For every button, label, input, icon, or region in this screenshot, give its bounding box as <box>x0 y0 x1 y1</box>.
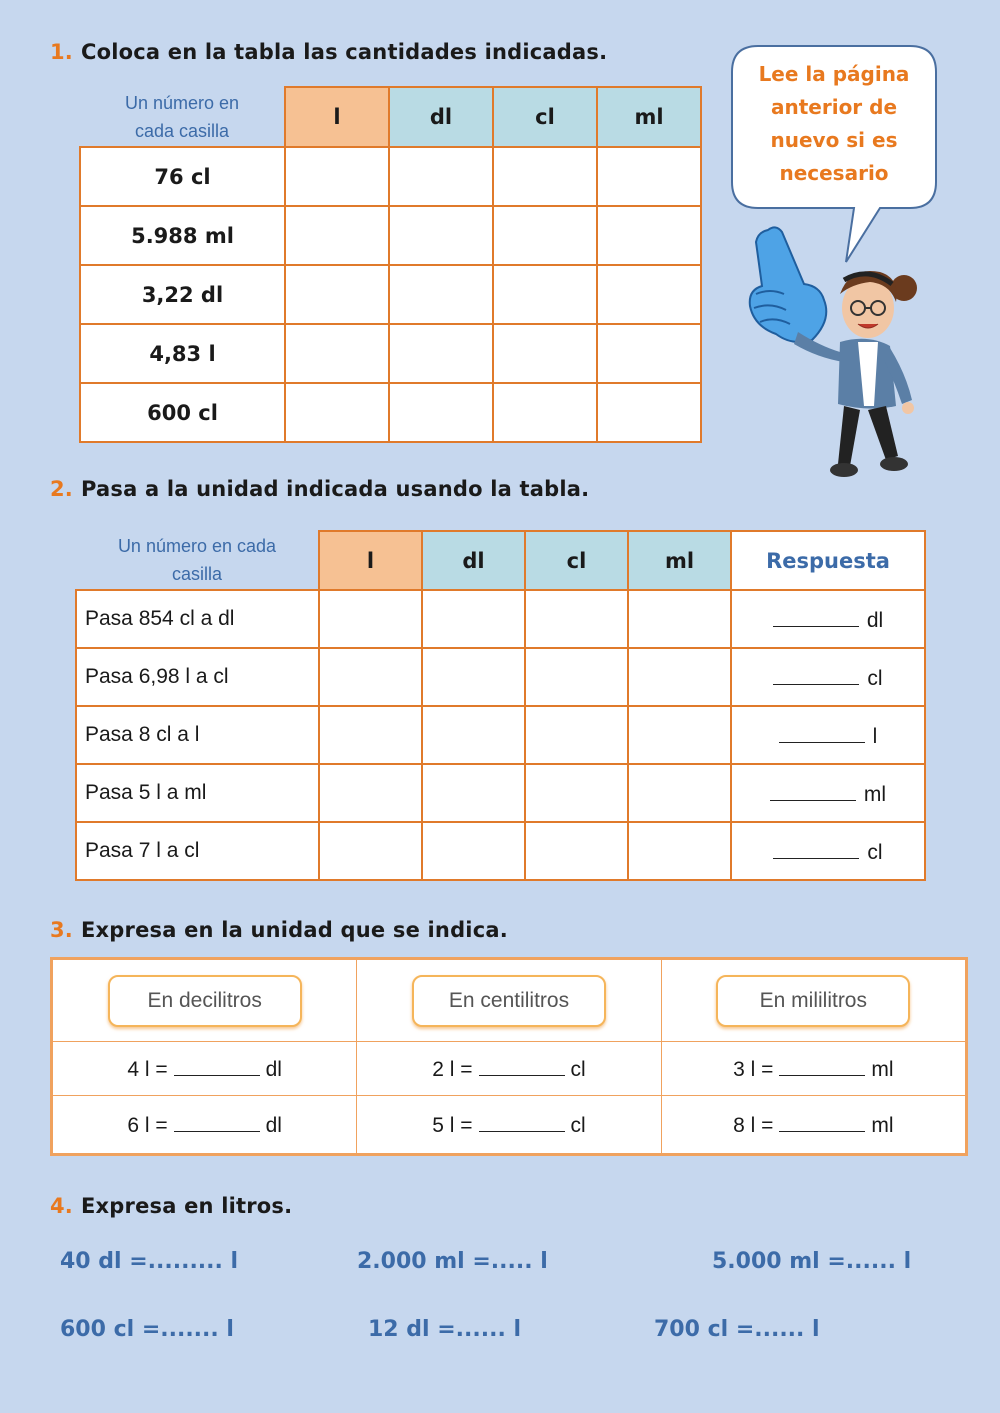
answer-cell <box>731 764 925 822</box>
header-cl: cl <box>493 87 597 147</box>
answer-blank[interactable] <box>779 722 865 743</box>
answer-unit: ml <box>863 782 887 806</box>
answer-blank[interactable] <box>174 1111 260 1132</box>
input-cell-l[interactable] <box>319 764 422 822</box>
table-row <box>76 764 925 822</box>
answer-cell <box>731 706 925 764</box>
input-cell-ml[interactable] <box>628 590 731 648</box>
section-title: Coloca en la tabla las cantidades indicadas. <box>81 40 608 64</box>
header-cl: cl <box>525 531 628 590</box>
exercise-cell <box>357 1042 661 1096</box>
table-row <box>76 822 925 880</box>
exercise-unit: ml <box>871 1058 894 1081</box>
section-number: 3. <box>50 918 73 942</box>
exercise-prefix: 8 l = <box>733 1114 774 1137</box>
table-row <box>76 706 925 764</box>
header-l: l <box>319 531 422 590</box>
input-cell-cl[interactable] <box>525 822 628 880</box>
input-cell-cl[interactable] <box>493 324 597 383</box>
input-cell-ml[interactable] <box>628 706 731 764</box>
row-label: Pasa 6,98 l a cl <box>76 648 319 706</box>
bubble-line: necesario <box>779 161 889 185</box>
input-cell-ml[interactable] <box>597 383 701 442</box>
answer-cell <box>731 822 925 880</box>
input-cell-ml[interactable] <box>628 764 731 822</box>
table-place-values <box>79 86 702 443</box>
table-row <box>80 147 701 206</box>
input-cell-dl[interactable] <box>422 590 525 648</box>
input-cell-dl[interactable] <box>422 706 525 764</box>
exercise-cell <box>357 1096 661 1154</box>
header-ml: ml <box>628 531 731 590</box>
exercise-prefix: 2 l = <box>432 1058 473 1081</box>
section-title: Pasa a la unidad indicada usando la tabla. <box>81 477 590 501</box>
input-cell-dl[interactable] <box>389 206 493 265</box>
input-cell-dl[interactable] <box>389 147 493 206</box>
input-cell-cl[interactable] <box>525 764 628 822</box>
litros-exercise-item[interactable]: 700 cl =...... l <box>654 1317 820 1342</box>
answer-blank[interactable] <box>479 1111 565 1132</box>
table-conversions <box>75 530 926 881</box>
input-cell-dl[interactable] <box>422 764 525 822</box>
header-pill-mililitros: En mililitros <box>716 975 910 1027</box>
input-cell-cl[interactable] <box>493 265 597 324</box>
corner-line-1: Un número en cada <box>117 536 277 556</box>
input-cell-dl[interactable] <box>422 648 525 706</box>
row-label: 5.988 ml <box>80 206 285 265</box>
answer-unit: l <box>872 724 878 748</box>
section-title: Expresa en la unidad que se indica. <box>81 918 508 942</box>
table-row <box>80 324 701 383</box>
section-number: 2. <box>50 477 73 501</box>
answer-blank[interactable] <box>773 606 859 627</box>
table-corner-label <box>76 531 319 590</box>
corner-line-2: casilla <box>171 564 223 584</box>
table-corner-label <box>80 87 285 147</box>
corner-line-2: cada casilla <box>134 120 230 141</box>
litros-exercise-item[interactable]: 600 cl =....... l <box>60 1317 234 1342</box>
header-respuesta: Respuesta <box>731 531 925 590</box>
input-cell-ml[interactable] <box>597 206 701 265</box>
answer-cell <box>731 590 925 648</box>
table-row <box>53 1042 966 1096</box>
answer-blank[interactable] <box>479 1055 565 1076</box>
bubble-line: anterior de <box>770 95 898 119</box>
bubble-text <box>730 58 938 190</box>
exercise-unit: dl <box>265 1114 282 1137</box>
input-cell-l[interactable] <box>285 383 389 442</box>
input-cell-l[interactable] <box>319 706 422 764</box>
litros-exercise-item[interactable]: 5.000 ml =...... l <box>712 1249 912 1274</box>
corner-line-1: Un número en <box>124 92 240 113</box>
row-label: 76 cl <box>80 147 285 206</box>
answer-blank[interactable] <box>773 664 859 685</box>
table-row <box>80 265 701 324</box>
answer-blank[interactable] <box>174 1055 260 1076</box>
litros-exercise-item[interactable]: 2.000 ml =..... l <box>357 1249 548 1274</box>
input-cell-cl[interactable] <box>493 147 597 206</box>
input-cell-cl[interactable] <box>525 706 628 764</box>
header-dl: dl <box>422 531 525 590</box>
litros-exercise-item[interactable]: 40 dl =......... l <box>60 1249 239 1274</box>
answer-blank[interactable] <box>779 1111 865 1132</box>
bubble-line: nuevo si es <box>770 128 898 152</box>
input-cell-dl[interactable] <box>389 265 493 324</box>
answer-blank[interactable] <box>770 780 856 801</box>
input-cell-l[interactable] <box>319 822 422 880</box>
table-row <box>80 383 701 442</box>
row-label: 4,83 l <box>80 324 285 383</box>
exercise-cell <box>661 1096 965 1154</box>
section-3-heading <box>50 918 508 942</box>
section-title: Expresa en litros. <box>81 1194 293 1218</box>
header-l: l <box>285 87 389 147</box>
answer-unit: cl <box>867 840 883 864</box>
answer-unit: cl <box>867 666 883 690</box>
input-cell-dl[interactable] <box>389 383 493 442</box>
header-dl: dl <box>389 87 493 147</box>
input-cell-dl[interactable] <box>389 324 493 383</box>
input-cell-l[interactable] <box>285 265 389 324</box>
table-row <box>80 206 701 265</box>
row-label: Pasa 7 l a cl <box>76 822 319 880</box>
row-label: Pasa 854 cl a dl <box>76 590 319 648</box>
exercise-cell <box>661 1042 965 1096</box>
exercise-prefix: 6 l = <box>127 1114 168 1137</box>
row-label: 3,22 dl <box>80 265 285 324</box>
exercise-unit: cl <box>570 1114 586 1137</box>
table-row <box>76 590 925 648</box>
header-ml: ml <box>597 87 701 147</box>
header-pill-centilitros: En centilitros <box>412 975 606 1027</box>
exercise-prefix: 3 l = <box>733 1058 774 1081</box>
header-cell <box>661 960 965 1042</box>
section-4-heading <box>50 1194 292 1218</box>
row-label: 600 cl <box>80 383 285 442</box>
bubble-line: Lee la página <box>758 62 910 86</box>
table-row <box>76 648 925 706</box>
header-cell <box>357 960 661 1042</box>
table-row <box>53 1096 966 1154</box>
exercise-unit: ml <box>871 1114 894 1137</box>
input-cell-ml[interactable] <box>597 147 701 206</box>
answer-cell <box>731 648 925 706</box>
input-cell-l[interactable] <box>285 324 389 383</box>
answer-blank[interactable] <box>773 838 859 859</box>
input-cell-l[interactable] <box>285 206 389 265</box>
input-cell-l[interactable] <box>319 648 422 706</box>
section-number: 1. <box>50 40 73 64</box>
header-pill-decilitros: En decilitros <box>108 975 302 1027</box>
exercise-cell <box>53 1096 357 1154</box>
input-cell-dl[interactable] <box>422 822 525 880</box>
section-number: 4. <box>50 1194 73 1218</box>
input-cell-cl[interactable] <box>493 383 597 442</box>
input-cell-ml[interactable] <box>597 265 701 324</box>
exercise-unit: cl <box>570 1058 586 1081</box>
exercise-cell <box>53 1042 357 1096</box>
input-cell-cl[interactable] <box>525 590 628 648</box>
exercise-prefix: 5 l = <box>432 1114 473 1137</box>
exercise-unit: dl <box>265 1058 282 1081</box>
litros-exercise-item[interactable]: 12 dl =...... l <box>368 1317 522 1342</box>
answer-unit: dl <box>866 608 884 632</box>
row-label: Pasa 5 l a ml <box>76 764 319 822</box>
input-cell-ml[interactable] <box>628 648 731 706</box>
input-cell-cl[interactable] <box>525 648 628 706</box>
header-cell <box>53 960 357 1042</box>
row-label: Pasa 8 cl a l <box>76 706 319 764</box>
section-1-heading <box>50 40 607 64</box>
input-cell-ml[interactable] <box>597 324 701 383</box>
input-cell-ml[interactable] <box>628 822 731 880</box>
exercise-prefix: 4 l = <box>127 1058 168 1081</box>
table-express-units <box>52 959 966 1154</box>
section-2-heading <box>50 477 589 501</box>
answer-blank[interactable] <box>779 1055 865 1076</box>
input-cell-l[interactable] <box>319 590 422 648</box>
input-cell-cl[interactable] <box>493 206 597 265</box>
input-cell-l[interactable] <box>285 147 389 206</box>
teacher-avatar-foam-finger-icon <box>740 224 925 486</box>
